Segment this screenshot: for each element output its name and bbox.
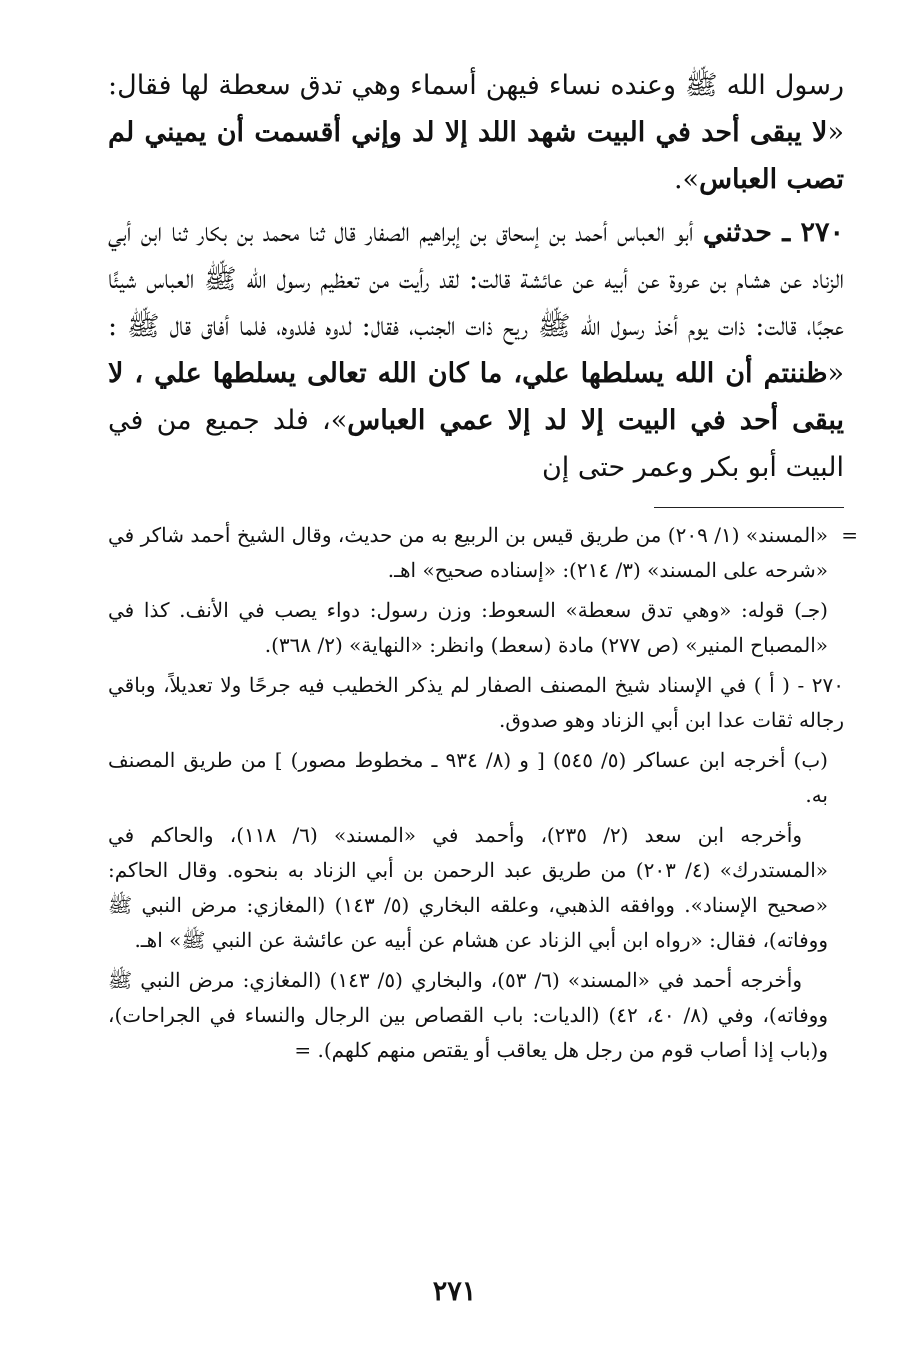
footnotes <box>108 518 858 1068</box>
hadith-isnad: أبو العباس أحمد بن إسحاق بن إبراهيم الصفار قال ثنا محمد بن بكار ثنا ابن أبي الزناد عن هشام بن عروة عن أبيه عن عائشة قالت: لقد رأيت من تعظيم رسول الله ﷺ العباس شيئًا عجبًا، قالت: ذات يوم أخذ رسول الله ﷺ ريح ذات الجنب، فقال: لدوه فلدوه، فلما أفاق قال ﷺ : « <box>108 217 844 389</box>
hadith-number: ٢٧٠ ـ حدثني <box>702 217 844 248</box>
footnote-270-a: ٢٧٠ - ( أ ) في الإسناد شيخ المصنف الصفار لم يذكر الخطيب فيه جرحًا ولا تعديلاً، وباقي رجاله ثقات عدا ابن أبي الزناد وهو صدوق. <box>108 673 844 732</box>
page-content <box>108 62 858 1073</box>
hadith-270 <box>108 209 844 491</box>
footnote-270-d: وأخرجه أحمد في «المسند» (٦/ ٥٣)، والبخاري (٥/ ١٤٣) (المغازي: مرض النبي ﷺ ووفاته)، وفي (٨/ ٤٠، ٤٢) (الديات: باب القصاص بين الرجال والنساء في الجراحات)، و(باب إذا أصاب قوم من رجل هل يعاقب أو يقتص منهم كلهم). = <box>108 968 828 1062</box>
para1-text: رسول الله ﷺ وعنده نساء فيهن أسماء وهي تدق سعطة لها فقال: « <box>108 70 844 148</box>
footnote-j: (جـ) قوله: «وهي تدق سعطة» السعوط: وزن رسول: دواء يصب في الأنف. كذا في «المصباح المنير» (ص ٢٧٧) مادة (سعط) وانظر: «النهاية» (٢/ ٣٦٨). <box>108 598 828 657</box>
hadith-end: »، فلد جميع من في البيت أبو بكر وعمر حتى إن <box>108 405 844 483</box>
paragraph-continuation <box>108 62 844 203</box>
footnote-270-c: وأخرجه ابن سعد (٢/ ٢٣٥)، وأحمد في «المسند» (٦/ ١١٨)، والحاكم في «المستدرك» (٤/ ٢٠٣) من طريق عبد الرحمن بن أبي الزناد به بنحوه. وقال الحاكم: «صحيح الإسناد». ووافقه الذهبي، وعلقه البخاري (٥/ ١٤٣) (المغازي: مرض النبي ﷺ ووفاته)، فقال: «رواه ابن أبي الزناد عن هشام عن أبيه عن عائشة عن النبي ﷺ» اهـ. <box>108 823 828 952</box>
hadith-quote: ظننتم أن الله يسلطها علي، ما كان الله تعالى يسلطها علي ، لا يبقى أحد في البيت إلا لد إلا عمي العباس <box>108 358 845 436</box>
footnote-cont-text: «المسند» (١/ ٢٠٩) من طريق قيس بن الربيع به من حديث، وقال الشيخ أحمد شاكر في «شرحه على المسند» (٣/ ٢١٤): «إسناده صحيح» اهـ. <box>108 523 828 582</box>
footnote-270-b: (ب) أخرجه ابن عساكر (٥/ ٥٤٥) [ و (٨/ ٩٣٤ ـ مخطوط مصور) ] من طريق المصنف به. <box>108 748 828 807</box>
para1-end: ». <box>673 164 700 195</box>
page-number: ٢٧١ <box>432 1276 477 1307</box>
main-text <box>108 62 844 491</box>
para1-quote: لا يبقى أحد في البيت شهد اللد إلا لد وإني أقسمت أن يميني لم تصب العباس <box>108 117 844 195</box>
continuation-mark: = <box>841 523 858 547</box>
footnote-continuation <box>108 518 858 588</box>
footnote-separator <box>654 507 844 508</box>
